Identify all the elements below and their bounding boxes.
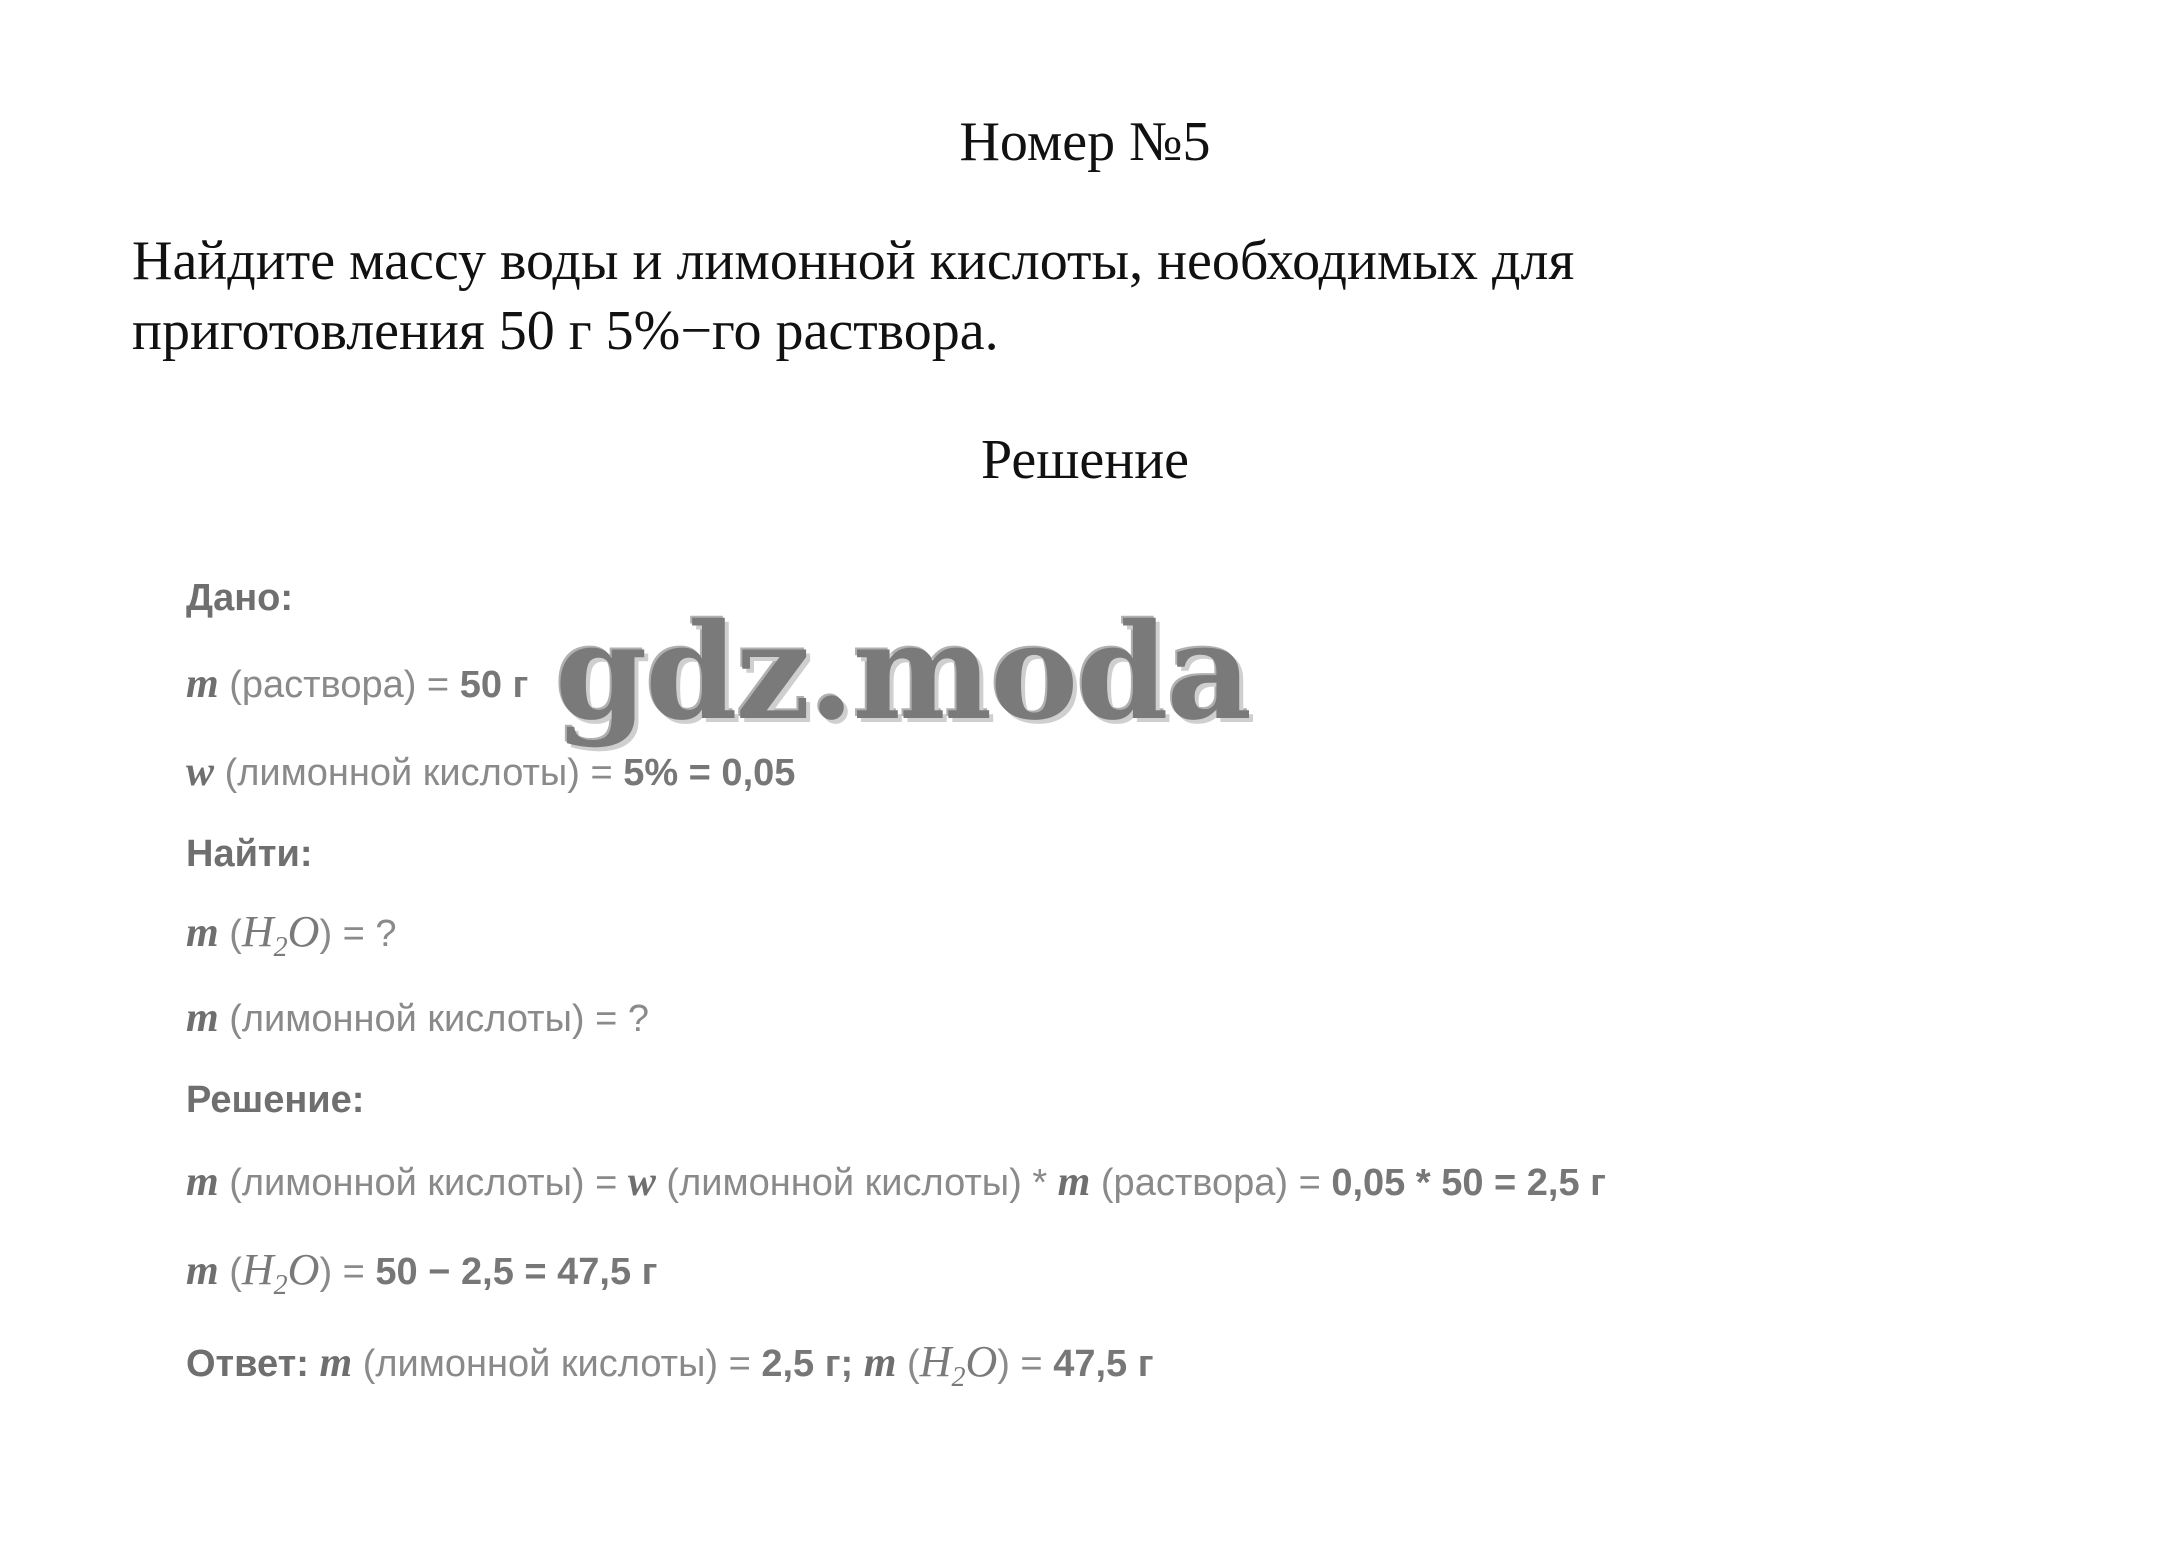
- find-mass-acid: m (лимонной кислоты) = ?: [186, 995, 649, 1041]
- answer-line: Ответ: m (лимонной кислоты) = 2,5 г; m $(H_2O) = 47,5$ г: [186, 1337, 1154, 1393]
- solution-heading: Решение: [980, 429, 1190, 491]
- w-symbol: w: [186, 749, 215, 795]
- find-mass-water: m $(H_2O)$ = ?: [186, 907, 397, 963]
- h2o-formula: $H_2O$: [241, 907, 320, 963]
- solution-label: Решение:: [186, 1079, 365, 1121]
- given-mass-fraction: w (лимонной кислоты) = 5% = 0,05: [186, 749, 796, 795]
- solution-line-2: m $(H_2O) = 50 - 2,5 = 47,5$ г: [186, 1245, 658, 1301]
- task-line-1: Найдите массу воды и лимонной кислоты, необходимых для: [132, 230, 1575, 292]
- watermark-logo: gdz.moda: [555, 595, 1251, 750]
- given-label: Дано:: [186, 577, 294, 619]
- find-label: Найти:: [186, 833, 313, 875]
- solution-line-1: m (лимонной кислоты) = w (лимонной кислоты) * m (раствора) = 0,05 * 50 = 2,5 г: [186, 1159, 1607, 1205]
- m-symbol: m: [186, 661, 219, 707]
- task-statement: [132, 226, 2032, 366]
- given-mass-solution: m (раствора) = 50 г: [186, 661, 529, 707]
- task-line-2: приготовления 50 г 5%−го раствора.: [132, 300, 999, 362]
- page-title: Номер №5: [959, 111, 1211, 173]
